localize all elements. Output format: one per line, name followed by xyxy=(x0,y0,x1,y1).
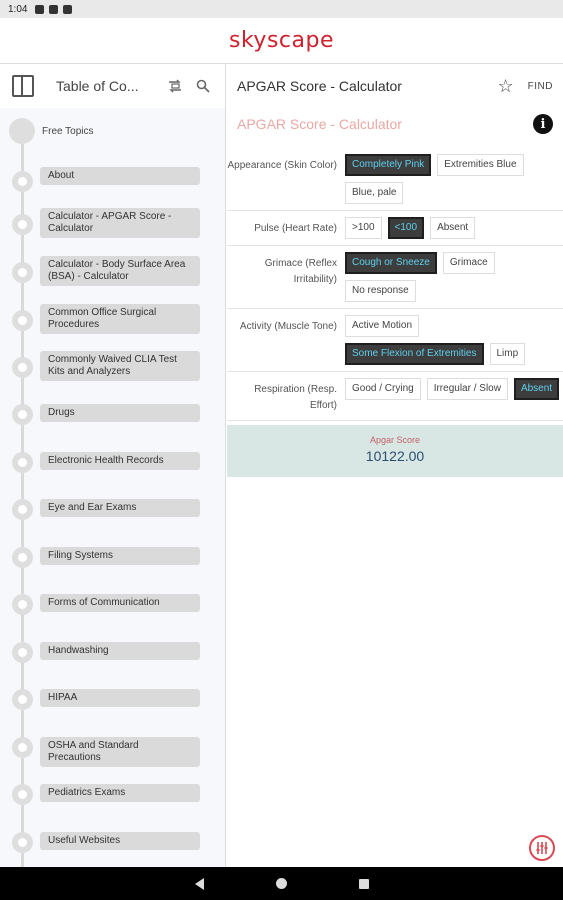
calculator-title: APGAR Score - Calculator xyxy=(237,116,402,132)
star-icon[interactable]: ☆ xyxy=(497,75,514,96)
toc-item-label[interactable]: HIPAA xyxy=(40,689,200,707)
option-button[interactable]: Some Flexion of Extremities xyxy=(345,343,484,365)
apgar-calculator xyxy=(227,148,563,421)
calculator-row-label: Activity (Muscle Tone) xyxy=(239,321,337,332)
toc-root-label: Free Topics xyxy=(42,126,94,137)
node-icon xyxy=(12,832,33,853)
android-nav-bar xyxy=(0,867,563,900)
content-panel xyxy=(227,64,563,867)
node-icon xyxy=(12,689,33,710)
node-icon xyxy=(12,499,33,520)
calculator-row-label: Respiration (Resp. Effort) xyxy=(254,384,337,411)
option-button[interactable]: Absent xyxy=(430,217,475,239)
calculator-row-label: Pulse (Heart Rate) xyxy=(254,223,337,234)
option-button[interactable]: Irregular / Slow xyxy=(427,378,508,400)
node-icon xyxy=(12,642,33,663)
node-icon xyxy=(12,214,33,235)
book-icon[interactable] xyxy=(12,75,34,97)
page-title: APGAR Score - Calculator xyxy=(237,78,402,94)
toc-title: Table of Co... xyxy=(56,78,139,94)
calculator-row-label: Grimace (Reflex Irritability) xyxy=(264,258,337,285)
root-node-icon xyxy=(9,118,35,144)
toc-item-label[interactable]: Eye and Ear Exams xyxy=(40,499,200,517)
score-label: Apgar Score xyxy=(369,435,421,445)
node-icon xyxy=(12,594,33,615)
toc-item-label[interactable]: About xyxy=(40,167,200,185)
option-button[interactable]: Completely Pink xyxy=(345,154,431,176)
option-group xyxy=(345,252,563,302)
option-button[interactable]: Blue, pale xyxy=(345,182,403,204)
node-icon xyxy=(12,310,33,331)
score-panel xyxy=(227,425,563,477)
option-button[interactable]: >100 xyxy=(345,217,382,239)
toc-item-label[interactable]: Calculator - Body Surface Area (BSA) - Calculator xyxy=(40,256,200,286)
back-icon[interactable] xyxy=(195,878,204,890)
sync-toc-icon[interactable] xyxy=(165,76,185,96)
toc-item-label[interactable]: Drugs xyxy=(40,404,200,422)
calculator-tools-icon[interactable] xyxy=(529,835,555,861)
option-group xyxy=(345,217,563,239)
content-header xyxy=(227,64,563,108)
calculator-row xyxy=(227,148,563,211)
option-button[interactable]: No response xyxy=(345,280,416,302)
node-icon xyxy=(12,452,33,473)
brand-bar xyxy=(0,18,563,64)
option-group xyxy=(345,315,563,365)
option-button[interactable]: Grimace xyxy=(443,252,495,274)
calculator-row xyxy=(227,309,563,372)
option-button[interactable]: Absent xyxy=(514,378,559,400)
toc-tree xyxy=(0,108,225,867)
calculator-title-row xyxy=(227,108,563,140)
node-icon xyxy=(12,404,33,425)
toc-item-label[interactable]: Electronic Health Records xyxy=(40,452,200,470)
toc-item-label[interactable]: Forms of Communication xyxy=(40,594,200,612)
brand-logo: skyscape xyxy=(229,28,334,53)
node-icon xyxy=(12,262,33,283)
node-icon xyxy=(12,357,33,378)
toc-item-label[interactable]: Common Office Surgical Procedures xyxy=(40,304,200,334)
info-icon[interactable]: i xyxy=(533,114,553,134)
option-button[interactable]: Extremities Blue xyxy=(437,154,523,176)
toc-header xyxy=(0,64,225,108)
node-icon xyxy=(12,784,33,805)
node-icon xyxy=(12,547,33,568)
toc-item-label[interactable]: Commonly Waived CLIA Test Kits and Analyzers xyxy=(40,351,200,381)
option-button[interactable]: Active Motion xyxy=(345,315,419,337)
option-group xyxy=(345,154,563,204)
notification-icon xyxy=(63,5,72,14)
toc-item-label[interactable]: Handwashing xyxy=(40,642,200,660)
toc-item-label[interactable]: Filing Systems xyxy=(40,547,200,565)
option-button[interactable]: Good / Crying xyxy=(345,378,421,400)
status-bar xyxy=(0,0,563,18)
option-group xyxy=(345,378,563,414)
toc-item-label[interactable]: Pediatrics Exams xyxy=(40,784,200,802)
option-button[interactable]: Limp xyxy=(490,343,526,365)
calculator-row xyxy=(227,246,563,309)
toc-item-label[interactable]: Useful Websites xyxy=(40,832,200,850)
notification-icon xyxy=(49,5,58,14)
node-icon xyxy=(12,171,33,192)
recents-icon[interactable] xyxy=(359,879,369,889)
find-button[interactable]: FIND xyxy=(527,80,553,92)
table-of-contents-panel xyxy=(0,64,226,867)
toc-item-label[interactable]: OSHA and Standard Precautions xyxy=(40,737,200,767)
calculator-row-label: Appearance (Skin Color) xyxy=(227,160,337,171)
calculator-row xyxy=(227,372,563,421)
search-icon[interactable] xyxy=(193,76,213,96)
toc-item-label[interactable]: Calculator - APGAR Score - Calculator xyxy=(40,208,200,238)
score-value: 10122.00 xyxy=(365,448,425,464)
home-icon[interactable] xyxy=(276,878,287,889)
status-time: 1:04 xyxy=(8,3,28,15)
calculator-row xyxy=(227,211,563,246)
option-button[interactable]: Cough or Sneeze xyxy=(345,252,437,274)
node-icon xyxy=(12,737,33,758)
notification-icon xyxy=(35,5,44,14)
option-button[interactable]: <100 xyxy=(388,217,425,239)
